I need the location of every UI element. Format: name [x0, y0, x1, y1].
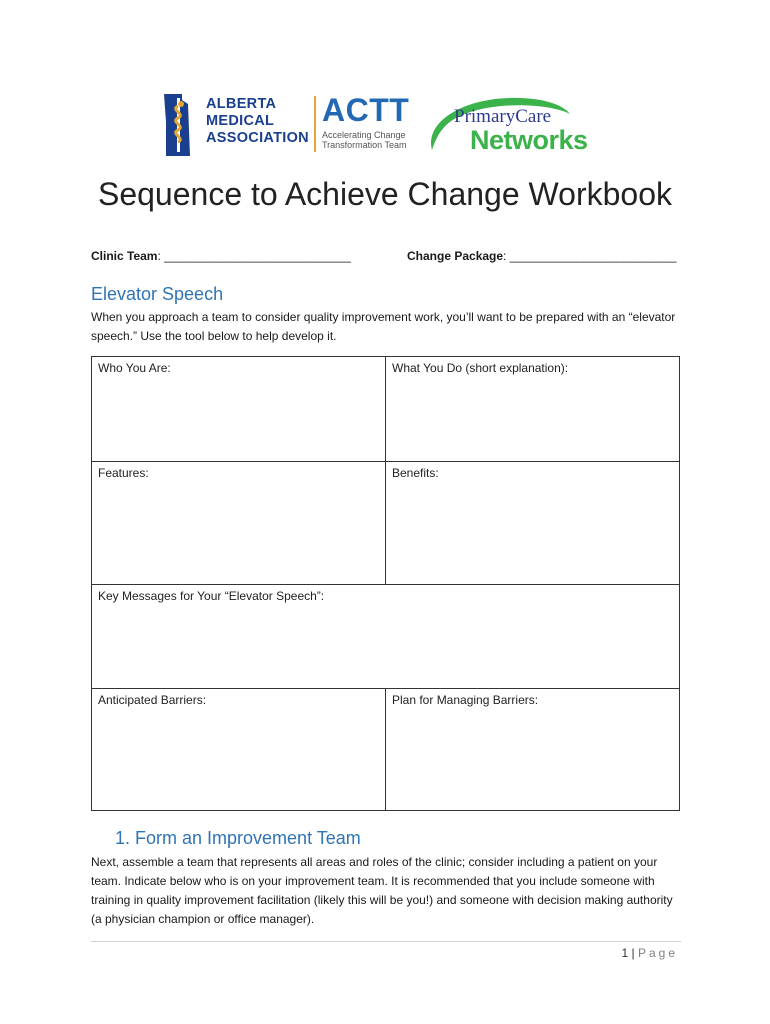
who-you-are-cell[interactable]: Who You Are: — [92, 357, 386, 462]
ama-wordmark — [206, 96, 309, 147]
footer-separator: | — [631, 946, 635, 960]
logo-bar — [0, 90, 770, 162]
actt-sub-line-2: Transformation Team — [322, 140, 407, 150]
page-number: 1 — [621, 946, 629, 960]
ama-line-1: ALBERTA — [206, 96, 277, 112]
section-1-text: Next, assemble a team that represents all areas and roles of the clinic; consider including a patient on your team. Indicate below who is on your improvement team. It is recommended that you include someone with training in quality improvement facilitation (likely this will be you!) and someone with decision making authority (a physician champion or office manager). — [91, 855, 673, 926]
plan-barriers-cell[interactable]: Plan for Managing Barriers: — [386, 689, 680, 811]
clinic-team-label: Clinic Team — [91, 249, 158, 263]
benefits-cell[interactable]: Benefits: — [386, 462, 680, 585]
actt-logo — [322, 94, 422, 156]
features-cell[interactable]: Features: — [92, 462, 386, 585]
logo-divider — [314, 96, 316, 152]
pcn-top-text: PrimaryCare — [454, 106, 552, 127]
change-package-field[interactable] — [407, 249, 677, 263]
page-footer — [621, 946, 678, 960]
elevator-speech-intro: When you approach a team to consider quality improvement work, you’ll want to be prepared with an “elevator speech.” Use the tool below to help develop it. — [91, 310, 676, 343]
elevator-speech-heading: Elevator Speech — [91, 284, 224, 304]
footer-divider — [91, 941, 681, 942]
change-package-label: Change Package — [407, 249, 504, 263]
clinic-team-field[interactable] — [91, 249, 351, 263]
ama-line-2: MEDICAL — [206, 113, 275, 129]
section-1-heading: 1. Form an Improvement Team — [115, 828, 361, 848]
actt-wordmark: ACTT — [322, 92, 410, 128]
ama-logo — [160, 92, 310, 158]
clinic-team-blank[interactable]: : ____________________________ — [157, 249, 352, 263]
elevator-speech-table — [91, 356, 680, 811]
rod-of-asclepius-icon — [160, 92, 204, 158]
pcn-logo — [424, 92, 596, 162]
what-you-do-cell[interactable]: What You Do (short explanation): — [386, 357, 680, 462]
ama-line-3: ASSOCIATION — [206, 130, 309, 146]
page-title: Sequence to Achieve Change Workbook — [97, 176, 672, 212]
actt-subtitle — [322, 130, 422, 150]
anticipated-barriers-cell[interactable]: Anticipated Barriers: — [92, 689, 386, 811]
pcn-bottom-text: Networks — [470, 125, 588, 155]
actt-sub-line-1: Accelerating Change — [322, 130, 406, 140]
page-word: Page — [637, 946, 678, 960]
change-package-blank[interactable]: : _________________________ — [503, 249, 677, 263]
key-messages-cell[interactable]: Key Messages for Your “Elevator Speech”: — [92, 585, 680, 689]
